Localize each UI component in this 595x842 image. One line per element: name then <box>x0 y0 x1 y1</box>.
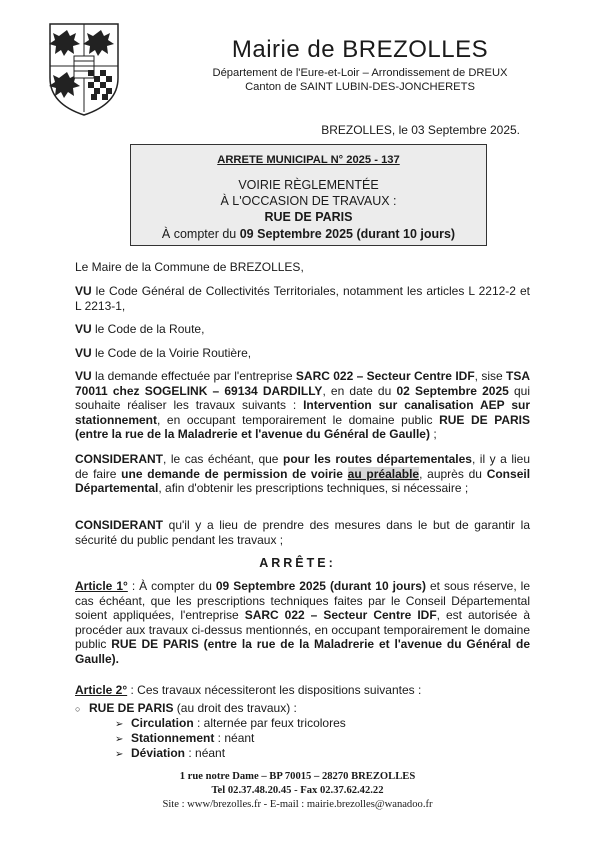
considerant-paragraph-2: CONSIDERANT qu'il y a lieu de prendre des mesures dans le but de garantir la sécurité du public pendant les travaux ; <box>75 518 530 547</box>
arrete-street: RUE DE PARIS <box>264 210 353 224</box>
arrete-title-box <box>130 144 487 246</box>
highlighted-text: au préalable <box>347 466 420 481</box>
vu-paragraph-2: VU le Code de la Route, <box>75 322 205 336</box>
footer-phone: Tel 02.37.48.20.45 - Fax 02.37.62.42.22 <box>211 785 384 796</box>
list-item: ➢ Stationnement : néant <box>115 731 254 748</box>
list-item: ➢ Circulation : alternée par feux tricolores <box>115 716 346 733</box>
arrete-subject-line-2: À L'OCCASION DE TRAVAUX : <box>220 194 397 208</box>
vu-paragraph-1: VU le Code Général de Collectivités Territoriales, notamment les articles L 2212-2 et L 2213-1, <box>75 284 530 313</box>
arrow-bullet-icon: ➢ <box>115 719 124 730</box>
arrow-bullet-icon: ➢ <box>115 749 124 760</box>
circle-bullet-icon: ○ <box>75 704 81 714</box>
arrete-heading: ARRÊTE: <box>259 556 336 570</box>
list-item: ➢ Déviation : néant <box>115 746 225 763</box>
canton-line: Canton de SAINT LUBIN-DES-JONCHERETS <box>245 81 475 93</box>
document-date: BREZOLLES, le 03 Septembre 2025. <box>321 123 520 137</box>
arrete-reference: ARRETE MUNICIPAL N° 2025 - 137 <box>217 154 400 166</box>
article-1: Article 1° : À compter du 09 Septembre 2025 (durant 10 jours) et sous réserve, le cas échéant, que les prescriptions techniques faites par le Conseil Départemental soient appliquées, l'entreprise SARC 022 – Secteur Centre IDF, est autorisée à procéder aux travaux ci-dessus mentionnés, en occupant temporairement le domaine public RUE DE PARIS (entre la rue de la Maladrerie et l'avenue du Général de Gaulle). <box>75 579 531 666</box>
considerant-paragraph-1: CONSIDERANT, le cas échéant, que pour les routes départementales, il y a lieu de faire une demande de permission de voirie au préalable, auprès du Conseil Départemental, afin d'obtenir les prescriptions techniques, si nécessaire ; <box>75 452 531 495</box>
list-item: ○ RUE DE PARIS (au droit des travaux) : <box>75 701 297 715</box>
vu-paragraph-3: VU le Code de la Voirie Routière, <box>75 346 252 360</box>
arrow-bullet-icon: ➢ <box>115 734 124 745</box>
arrete-period: À compter du 09 Septembre 2025 (durant 10 jours) <box>161 227 456 241</box>
article-2: Article 2° : Ces travaux nécessiteront les dispositions suivantes : <box>75 683 422 697</box>
page-title: Mairie de BREZOLLES <box>231 36 489 63</box>
mayor-intro: Le Maire de la Commune de BREZOLLES, <box>75 260 304 274</box>
coat-of-arms-icon <box>44 20 124 117</box>
footer-contact: Site : www/brezolles.fr - E-mail : mairie.brezolles@wanadoo.fr <box>162 799 433 810</box>
footer-address: 1 rue notre Dame – BP 70015 – 28270 BREZOLLES <box>179 771 416 782</box>
arrete-subject-line-1: VOIRIE RÈGLEMENTÉE <box>238 178 379 192</box>
vu-paragraph-4: VU la demande effectuée par l'entreprise SARC 022 – Secteur Centre IDF, sise TSA 70011 chez SOGELINK – 69134 DARDILLY, en date du 02 Septembre 2025 qui souhaite réaliser les travaux suivants : Intervention sur canalisation AEP sur stationnement, en occupant temporairement le domaine public RUE DE PARIS (entre la rue de la Maladrerie et l'avenue du Général de Gaulle) ; <box>75 369 531 441</box>
department-line: Département de l'Eure-et-Loir – Arrondissement de DREUX <box>212 67 508 79</box>
